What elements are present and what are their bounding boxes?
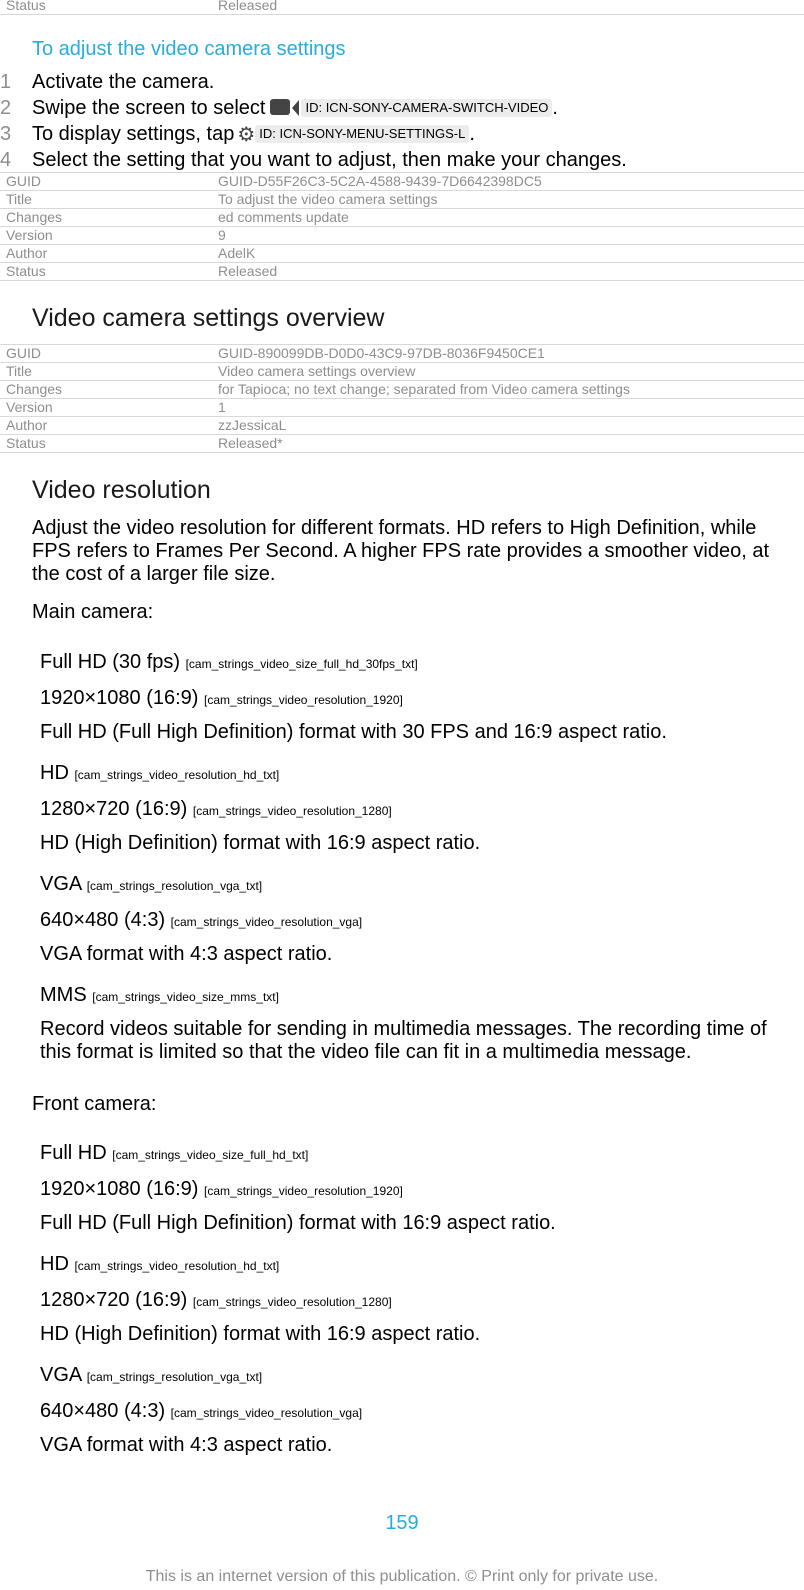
meta-row [0,399,804,417]
meta-key: Status [0,0,212,15]
string-id: [cam_strings_video_size_mms_txt] [92,990,279,1004]
string-id: [cam_strings_resolution_vga_txt] [86,879,263,893]
meta-row [0,227,804,245]
option-description: Record videos suitable for sending in multimedia messages. The recording time of this format is limited so that the video file can fit in a multimedia message. [40,1018,767,1063]
option-name: HD [40,1253,69,1275]
meta-key: Status [0,263,212,281]
resolution-option [40,762,279,785]
meta-row [0,417,804,435]
meta-value: GUID-890099DB-D0D0-43C9-97DB-8036F9450CE1 [212,345,804,363]
meta-value: zzJessicaL [212,417,804,435]
option-description: Full HD (Full High Definition) format with 16:9 aspect ratio. [40,1212,556,1234]
meta-value: To adjust the video camera settings [212,191,804,209]
step-number: 4 [0,149,12,171]
string-id: [cam_strings_video_resolution_1920] [204,1184,403,1198]
option-description: HD (High Definition) format with 16:9 aspect ratio. [40,1323,481,1345]
resolution-value [40,1178,403,1201]
top-metadata-table [0,0,804,15]
section-heading-adjust-settings: To adjust the video camera settings [32,38,346,60]
step-text: Select the setting that you want to adjust, then make your changes. [32,149,627,171]
option-description: HD (High Definition) format with 16:9 aspect ratio. [40,832,481,854]
string-id: [cam_strings_video_resolution_1280] [192,1295,392,1309]
section-heading-video-resolution: Video resolution [32,476,211,504]
option-name: MMS [40,984,87,1006]
meta-value: AdelK [212,245,804,263]
step-text: To display settings, tap [32,123,235,145]
meta-key: GUID [0,345,212,363]
option-name: 640×480 (4:3) [40,1400,166,1422]
meta-value: ed comments update [212,209,804,227]
meta-value: Released [212,0,804,15]
option-name: VGA [40,1364,82,1386]
resolution-value [40,687,403,710]
string-id: [cam_strings_video_resolution_vga] [170,1406,363,1420]
meta-value: for Tapioca; no text change; separated from Video camera settings [212,381,804,399]
meta-row [0,263,804,281]
meta-key: Version [0,399,212,417]
meta-row [0,363,804,381]
meta-value: 9 [212,227,804,245]
front-camera-label: Front camera: [32,1093,157,1115]
option-description: Full HD (Full High Definition) format with 30 FPS and 16:9 aspect ratio. [40,721,667,743]
resolution-value [40,909,362,932]
meta-row [0,0,804,15]
step-text-wrap [32,95,558,121]
meta-key: Author [0,417,212,435]
meta-row [0,381,804,399]
meta-value: 1 [212,399,804,417]
step-text-wrap [32,121,475,148]
settings-gear-icon: ⚙ [237,124,256,146]
option-name: HD [40,762,69,784]
option-description: VGA format with 4:3 aspect ratio. [40,943,333,965]
meta-key: Author [0,245,212,263]
meta-row [0,209,804,227]
camera-icon [270,99,290,115]
resolution-option [40,873,262,896]
step-text: Activate the camera. [32,71,215,93]
option-name: 640×480 (4:3) [40,909,166,931]
step-number: 2 [0,97,12,119]
meta-row [0,245,804,263]
step-text: Swipe the screen to select [32,97,266,119]
meta-row [0,345,804,363]
string-id: [cam_strings_video_size_full_hd_txt] [112,1148,309,1162]
meta-key: Title [0,363,212,381]
option-name: Full HD (30 fps) [40,651,181,673]
step-suffix: . [552,97,558,119]
meta-row [0,191,804,209]
meta-key: Title [0,191,212,209]
meta-key: Status [0,435,212,453]
step-number: 3 [0,123,12,145]
string-id: [cam_strings_video_resolution_hd_txt] [74,768,280,782]
resolution-option [40,1142,308,1165]
resolution-option [40,1253,279,1276]
option-name: 1280×720 (16:9) [40,798,188,820]
intro-paragraph: Adjust the video resolution for different formats. HD refers to High Definition, while FPS refers to Frames Per Second. A higher FPS rate provides a smoother video, at the cost of a larger file size. [32,517,770,585]
option-name: 1920×1080 (16:9) [40,1178,199,1200]
icon-id-tag: ID: ICN-SONY-CAMERA-SWITCH-VIDEO [301,99,552,117]
meta-value: Video camera settings overview [212,363,804,381]
resolution-value [40,1289,392,1312]
icon-id-tag: ID: ICN-SONY-MENU-SETTINGS-L [255,125,469,143]
main-camera-label: Main camera: [32,601,154,623]
option-name: Full HD [40,1142,107,1164]
page-number: 159 [385,1512,419,1534]
step-number: 1 [0,71,12,93]
footer-note: This is an internet version of this publication. © Print only for private use. [145,1568,659,1585]
meta-key: Changes [0,209,212,227]
video-switch-icon [292,100,299,116]
option-description: VGA format with 4:3 aspect ratio. [40,1434,333,1456]
option-name: 1920×1080 (16:9) [40,687,199,709]
resolution-value [40,798,392,821]
step-suffix: . [469,123,475,145]
section1-metadata-table [0,172,804,281]
meta-key: Changes [0,381,212,399]
string-id: [cam_strings_video_resolution_vga] [170,915,363,929]
meta-value: Released* [212,435,804,453]
string-id: [cam_strings_video_resolution_1920] [204,693,403,707]
resolution-option [40,984,279,1007]
option-name: VGA [40,873,82,895]
string-id: [cam_strings_video_resolution_1280] [192,804,392,818]
string-id: [cam_strings_resolution_vga_txt] [86,1370,263,1384]
section2-metadata-table [0,344,804,453]
option-name: 1280×720 (16:9) [40,1289,188,1311]
string-id: [cam_strings_video_resolution_hd_txt] [74,1259,280,1273]
resolution-value [40,1400,362,1423]
resolution-option [40,1364,262,1387]
section-heading-overview: Video camera settings overview [32,304,385,332]
meta-value: Released [212,263,804,281]
string-id: [cam_strings_video_size_full_hd_30fps_txt] [185,657,418,671]
resolution-option [40,651,418,674]
meta-key: GUID [0,173,212,191]
meta-key: Version [0,227,212,245]
meta-row [0,435,804,453]
meta-value: GUID-D55F26C3-5C2A-4588-9439-7D6642398DC5 [212,173,804,191]
meta-row [0,173,804,191]
